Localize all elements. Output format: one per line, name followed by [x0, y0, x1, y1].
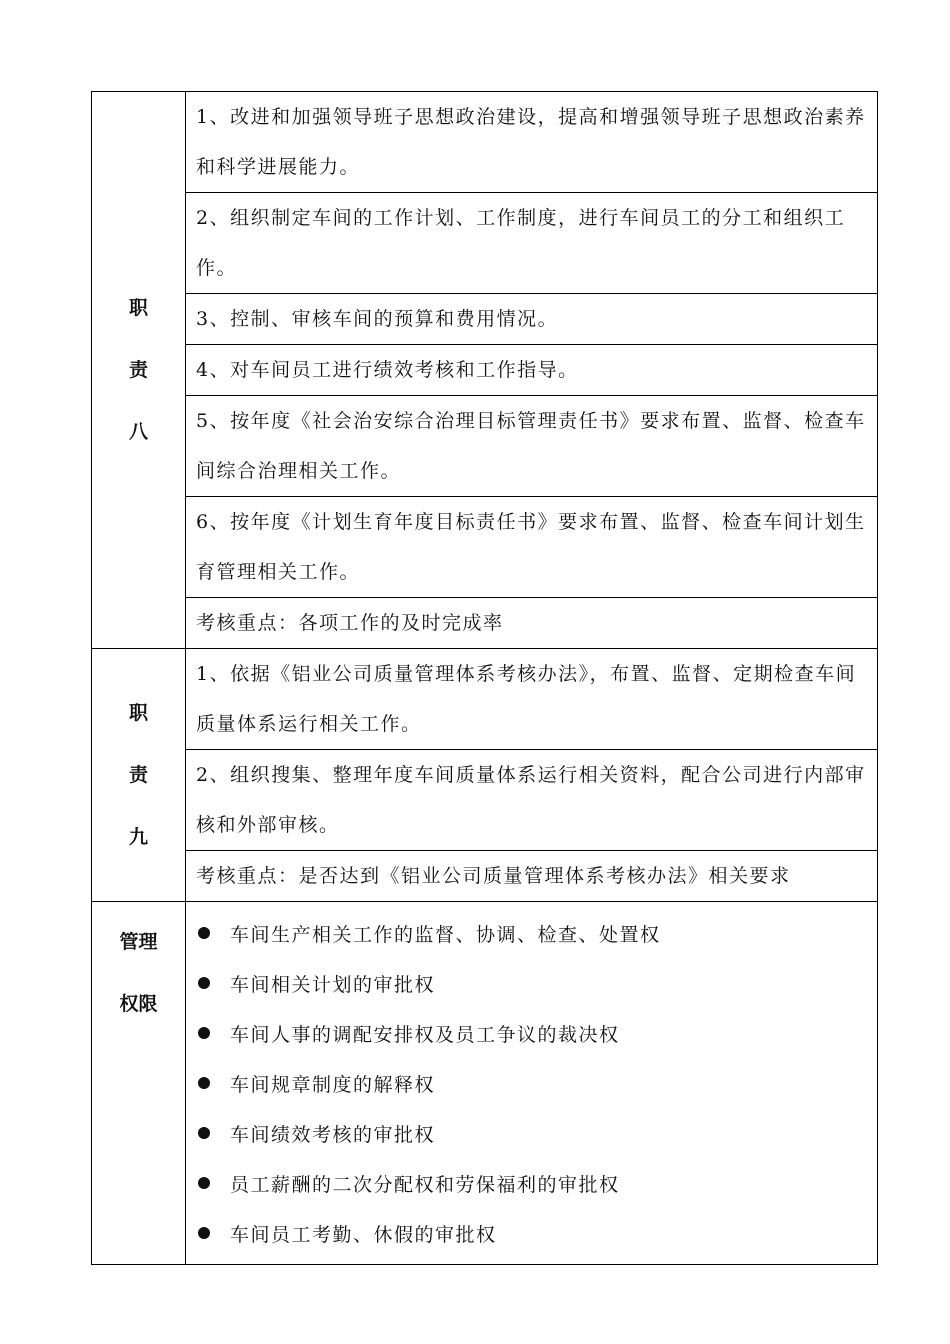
- duty8-assessment: [186, 598, 878, 649]
- duty8-item: [186, 345, 878, 396]
- authority-label-line: 权限: [119, 993, 158, 1015]
- duty9-item-text: 2、组织搜集、整理年度车间质量体系运行相关资料，配合公司进行内部审核和外部审核。: [196, 764, 866, 836]
- table-row: [92, 497, 878, 598]
- duty8-item-text: 3、控制、审核车间的预算和费用情况。: [196, 308, 559, 330]
- duty9-assessment-text: 考核重点：是否达到《铝业公司质量管理体系考核办法》相关要求: [196, 865, 791, 887]
- table-row: [92, 345, 878, 396]
- duty8-item-text: 5、按年度《社会治安综合治理目标管理责任书》要求布置、监督、检查车间综合治理相关工作。: [196, 410, 866, 482]
- bullet-icon: [198, 1077, 210, 1089]
- authority-item-text: 车间生产相关工作的监督、协调、检查、处置权: [230, 923, 661, 946]
- list-item: [198, 1158, 867, 1208]
- table-row: [92, 750, 878, 851]
- list-item: [198, 1058, 867, 1108]
- table-row: [92, 649, 878, 750]
- duty8-label-char: 八: [128, 421, 148, 443]
- duty8-item: [186, 193, 878, 294]
- duty8-label-char: 职: [128, 297, 148, 319]
- bullet-icon: [198, 1127, 210, 1139]
- duty8-item: [186, 396, 878, 497]
- duty9-item-text: 1、依据《铝业公司质量管理体系考核办法》，布置、监督、定期检查车间质量体系运行相关工作。: [196, 663, 857, 735]
- duty8-label-char: 责: [128, 359, 148, 381]
- bullet-icon: [198, 1227, 210, 1239]
- duty9-item: [186, 750, 878, 851]
- responsibility-table: [91, 91, 878, 1265]
- bullet-icon: [198, 927, 210, 939]
- table-row: [92, 294, 878, 345]
- duty9-assessment: [186, 851, 878, 902]
- authority-label-cell: [92, 902, 186, 1265]
- list-item: [198, 958, 867, 1008]
- table-row: [92, 396, 878, 497]
- duty8-item: [186, 294, 878, 345]
- duty8-item: [186, 92, 878, 193]
- table-row: [92, 92, 878, 193]
- duty9-label-cell: [92, 649, 186, 902]
- duty8-item-text: 4、对车间员工进行绩效考核和工作指导。: [196, 359, 579, 381]
- duty9-item: [186, 649, 878, 750]
- bullet-icon: [198, 1027, 210, 1039]
- duty8-assessment-text: 考核重点：各项工作的及时完成率: [196, 612, 504, 634]
- list-item: [198, 1208, 867, 1258]
- authority-item-text: 车间规章制度的解释权: [230, 1073, 436, 1096]
- authority-item-text: 车间人事的调配安排权及员工争议的裁决权: [230, 1023, 620, 1046]
- bullet-icon: [198, 977, 210, 989]
- table-row: [92, 598, 878, 649]
- authority-list: [186, 902, 878, 1265]
- duty8-item: [186, 497, 878, 598]
- duty9-label-char: 职: [128, 702, 148, 724]
- duty9-label-char: 责: [128, 764, 148, 786]
- list-item: [198, 1108, 867, 1158]
- authority-item-text: 车间员工考勤、休假的审批权: [230, 1223, 497, 1246]
- authority-label-line: 管理: [119, 931, 158, 953]
- list-item: [198, 1008, 867, 1058]
- bullet-icon: [198, 1177, 210, 1189]
- authority-item-text: 车间相关计划的审批权: [230, 973, 436, 996]
- duty8-item-text: 1、改进和加强领导班子思想政治建设，提高和增强领导班子思想政治素养和科学进展能力。: [196, 106, 866, 178]
- duty8-item-text: 6、按年度《计划生育年度目标责任书》要求布置、监督、检查车间计划生育管理相关工作。: [196, 511, 866, 583]
- authority-item-text: 员工薪酬的二次分配权和劳保福利的审批权: [230, 1173, 620, 1196]
- table-row: [92, 193, 878, 294]
- table-row: [92, 902, 878, 1265]
- duty9-label-char: 九: [128, 826, 148, 848]
- duty8-item-text: 2、组织制定车间的工作计划、工作制度，进行车间员工的分工和组织工作。: [196, 207, 846, 279]
- duty8-label-cell: [92, 92, 186, 649]
- list-item: [198, 908, 867, 958]
- authority-item-text: 车间绩效考核的审批权: [230, 1123, 436, 1146]
- table-row: [92, 851, 878, 902]
